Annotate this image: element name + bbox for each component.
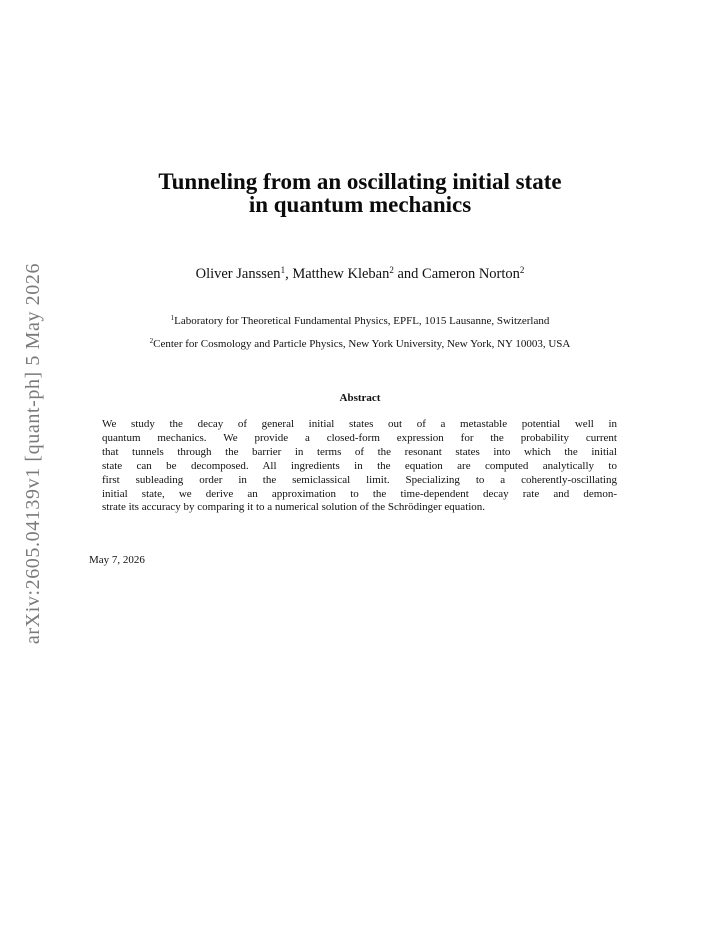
author-name: Oliver Janssen [195,266,281,282]
author-affiliation-mark: 2 [389,265,394,275]
affiliation-1 [40,315,680,327]
author-separator: , [285,266,293,282]
author-affiliation-mark: 1 [280,265,286,275]
affiliation-text: Laboratory for Theoretical Fundamental Physics, EPFL, 1015 Lausanne, Switzerland [174,315,550,327]
author-name: Cameron Norton [422,266,520,282]
paper-title [80,170,640,216]
abstract-line: first subleading order in the semiclassical limit. Specializing to a coherently-oscillating [102,473,617,486]
abstract-line: strate its accuracy by comparing it to a numerical solution of the Schrödinger equation. [102,501,486,514]
title-line-1: Tunneling from an oscillating initial state [158,169,562,194]
affiliation-text: Center for Cosmology and Particle Physics, New York University, New York, NY 10003, USA [153,338,571,350]
author-name: Matthew Kleban [292,266,390,282]
affiliation-2 [40,338,680,350]
author-affiliation-mark: 2 [519,265,525,275]
affiliation-mark: 2 [149,337,154,345]
abstract-body [102,418,617,515]
title-line-2: in quantum mechanics [248,192,472,217]
author-separator: and [393,266,423,282]
abstract-line: quantum mechanics. We provide a closed-form expression for the probability current [102,431,617,444]
abstract-line: state can be decomposed. All ingredients in the equation are computed analytically to [102,459,617,472]
arxiv-identifier-text: arXiv:2605.04139v1 [quant-ph] 5 May 2026 [22,262,45,644]
affiliation-mark: 1 [170,314,175,322]
paper-date: May 7, 2026 [89,554,145,566]
abstract-line: initial state, we derive an approximation to the time-dependent decay rate and demon- [102,487,617,500]
abstract-heading: Abstract [339,392,381,404]
arxiv-identifier-stamp [18,248,50,658]
abstract-line: We study the decay of general initial states out of a metastable potential well in [102,418,617,430]
abstract-line: that tunnels through the barrier in terms of the resonant states into which the initial [102,445,617,458]
author-list [80,266,640,283]
